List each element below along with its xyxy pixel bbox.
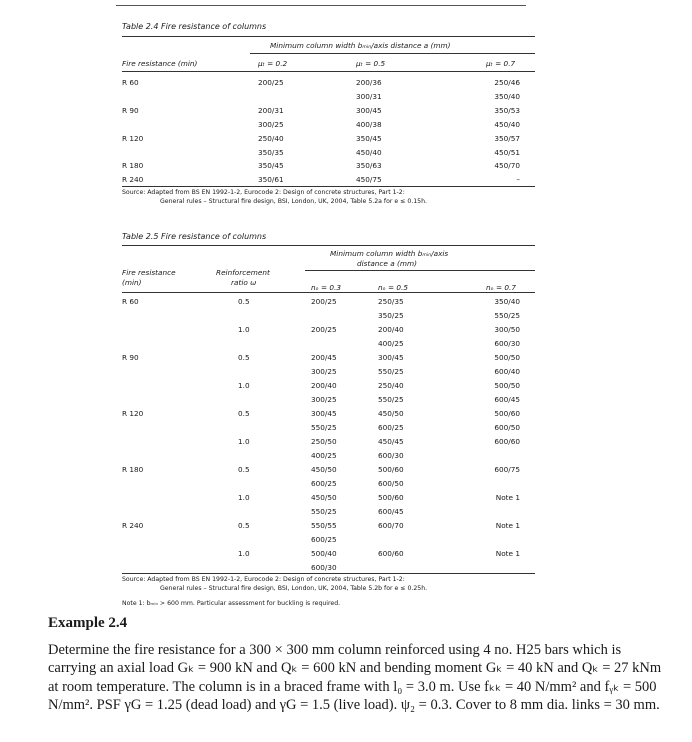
table-2-5-n-0-3-cell: 500/40 [311,549,337,558]
table-2-4-col-header: Fire resistance (min) [122,59,198,68]
table-2-4-fire-resistance-cell: R 90 [122,106,139,115]
table-2-5-n-0-7-cell: 600/75 [494,465,520,474]
table-2-4-group-rule [250,53,535,54]
table-2-5-n-0-7-cell: 600/45 [494,395,520,404]
table-2-4-mu-0-7-cell: 450/40 [494,120,520,129]
table-2-5-n-0-5-cell: 500/60 [378,465,404,474]
table-2-5-group-header-2: distance a (mm) [357,259,417,268]
table-2-5-n-0-3-cell: 550/25 [311,507,337,516]
table-2-5-ratio-cell: 0.5 [238,521,250,530]
table-2-5-n-0-5-cell: 500/60 [378,493,404,502]
table-2-5-n-0-5-cell: 350/25 [378,311,404,320]
table-2-5-top-rule [122,245,535,246]
table-2-5-ratio-cell: 0.5 [238,297,250,306]
table-2-4-mu-0-2-cell: 200/31 [258,106,284,115]
table-2-5-ratio-cell: 1.0 [238,381,250,390]
table-2-5-ratio-cell: 0.5 [238,465,250,474]
table-2-4-mu-0-2-cell: 350/61 [258,175,284,184]
table-2-5-n-0-7-cell: Note 1 [495,549,520,558]
table-2-5-ratio-cell: 0.5 [238,353,250,362]
table-2-5-n-0-3-cell: 550/55 [311,521,337,530]
table-2-5-n-0-3-cell: 300/25 [311,367,337,376]
table-2-4-source-line-2: General rules – Structural fire design, BSI, London, UK, 2004, Table 5.2a for e ≤ 0.15h. [160,198,427,205]
table-2-5-n-header-2: nₒ = 0.5 [378,283,408,292]
table-2-4-group-header: Minimum column width bₘᵢₙ/axis distance a (mm) [270,41,451,50]
table-2-5-group-rule [305,270,535,271]
table-2-5-n-0-3-cell: 450/50 [311,493,337,502]
table-2-5-n-0-7-cell: 600/40 [494,367,520,376]
table-2-5-col1-header-2: (min) [122,278,142,287]
table-2-5-n-0-3-cell: 550/25 [311,423,337,432]
table-2-5-n-header-1: nₒ = 0.3 [311,283,341,292]
table-2-5-n-0-5-cell: 200/40 [378,325,404,334]
table-2-5-n-0-3-cell: 200/25 [311,297,337,306]
table-2-5-n-0-5-cell: 600/25 [378,423,404,432]
table-2-4-mu-0-2-cell: 200/25 [258,78,284,87]
table-2-5-n-0-7-cell: 300/50 [494,325,520,334]
table-2-5-fire-resistance-cell: R 90 [122,353,139,362]
table-2-5-n-0-3-cell: 600/30 [311,563,337,572]
table-2-4-fire-resistance-cell: R 120 [122,134,144,143]
table-2-4-mu-0-7-cell: 450/70 [494,161,520,170]
table-2-5-ratio-cell: 1.0 [238,325,250,334]
table-2-4-top-rule [122,36,535,37]
table-2-4-header-rule [122,71,535,72]
table-2-5-n-0-5-cell: 600/50 [378,479,404,488]
table-2-5-n-0-7-cell: 600/60 [494,437,520,446]
table-2-5-n-0-3-cell: 200/25 [311,325,337,334]
table-2-5-n-0-3-cell: 400/25 [311,451,337,460]
table-2-4-mu-0-7-cell: 350/57 [494,134,520,143]
table-2-5-n-0-5-cell: 250/35 [378,297,404,306]
table-2-5-n-0-3-cell: 300/25 [311,395,337,404]
table-2-5-header-rule [122,292,535,293]
table-2-5-fire-resistance-cell: R 180 [122,465,144,474]
table-2-5-n-0-3-cell: 600/25 [311,479,337,488]
table-2-4-mu-header-1: μₜ = 0.2 [258,59,288,68]
table-2-4-mu-0-7-cell: 350/40 [494,92,520,101]
table-2-5-n-0-3-cell: 250/50 [311,437,337,446]
table-2-5-n-0-7-cell: 500/50 [494,353,520,362]
table-2-5-bottom-rule [122,573,535,574]
table-2-5-n-0-5-cell: 450/45 [378,437,404,446]
table-2-4-fire-resistance-cell: R 240 [122,175,144,184]
table-2-5-fire-resistance-cell: R 120 [122,409,144,418]
table-2-4-fire-resistance-cell: R 60 [122,78,139,87]
table-2-5-n-header-3: nₒ = 0.7 [486,283,516,292]
table-2-5-n-0-3-cell: 300/45 [311,409,337,418]
table-2-5-fire-resistance-cell: R 240 [122,521,144,530]
table-2-4-bottom-rule [122,186,535,187]
table-2-5-n-0-3-cell: 600/25 [311,535,337,544]
table-2-5-fire-resistance-cell: R 60 [122,297,139,306]
table-2-5-n-0-5-cell: 600/30 [378,451,404,460]
table-2-4-mu-0-5-cell: 300/45 [356,106,382,115]
table-2-5-note: Note 1: bₘᵢₙ > 600 mm. Particular assessment for buckling is required. [122,600,341,607]
table-2-5-source-line-1: Source: Adapted from BS EN 1992-1-2, Eurocode 2: Design of concrete structures, Part 1-2: [122,576,405,583]
table-2-4-mu-0-2-cell: 250/40 [258,134,284,143]
table-2-5-caption: Table 2.5 Fire resistance of columns [122,232,267,241]
table-2-5-n-0-5-cell: 400/25 [378,339,404,348]
table-2-4-mu-0-5-cell: 450/75 [356,175,382,184]
table-2-5-ratio-cell: 0.5 [238,409,250,418]
table-2-5-n-0-7-cell: 600/50 [494,423,520,432]
table-2-5-n-0-5-cell: 300/45 [378,353,404,362]
table-2-4-mu-0-7-cell: – [516,175,520,184]
table-2-5-col1-header-1: Fire resistance [122,268,176,277]
table-2-4-mu-0-5-cell: 450/40 [356,148,382,157]
table-2-5-n-0-5-cell: 600/45 [378,507,404,516]
table-2-5-ratio-cell: 1.0 [238,437,250,446]
table-2-5-n-0-3-cell: 200/45 [311,353,337,362]
table-2-4-mu-header-2: μₜ = 0.5 [356,59,386,68]
table-2-4-mu-0-5-cell: 300/31 [356,92,382,101]
table-2-5-n-0-3-cell: 200/40 [311,381,337,390]
table-2-4-mu-0-5-cell: 350/63 [356,161,382,170]
table-2-5-n-0-5-cell: 250/40 [378,381,404,390]
table-2-5-n-0-7-cell: Note 1 [495,521,520,530]
table-2-4-mu-0-2-cell: 300/25 [258,120,284,129]
table-2-5-ratio-cell: 1.0 [238,549,250,558]
table-2-4-mu-0-2-cell: 350/45 [258,161,284,170]
table-2-5-n-0-7-cell: Note 1 [495,493,520,502]
table-2-5-n-0-5-cell: 550/25 [378,395,404,404]
table-2-5-n-0-7-cell: 600/30 [494,339,520,348]
table-2-4-mu-0-7-cell: 250/46 [494,78,520,87]
table-2-4-mu-0-5-cell: 200/36 [356,78,382,87]
table-2-5-col2-header-2: ratio ω [231,278,257,287]
top-rule [116,5,526,6]
table-2-5-n-0-7-cell: 500/50 [494,381,520,390]
table-2-4-mu-0-7-cell: 450/51 [494,148,520,157]
table-2-5-col2-header-1: Reinforcement [216,268,270,277]
table-2-5-ratio-cell: 1.0 [238,493,250,502]
table-2-4-mu-0-5-cell: 350/45 [356,134,382,143]
example-heading: Example 2.4 [48,615,128,631]
table-2-5-n-0-5-cell: 600/60 [378,549,404,558]
table-2-5-n-0-7-cell: 350/40 [494,297,520,306]
example-body: Determine the fire resistance for a 300 × 300 mm column reinforced using 4 no. H25 bars which is carrying an axial load Gₖ = 900 kN and Qₖ = 600 kN and bending moment Gₖ = 40 kN and Qₖ = 27 kNm at room temperature. The column is in a braced frame with l₀ = 3.0 m. Use fₖₖ = 40 N/mm² and fᵧₖ = 500 N/mm². PSF γG = 1.25 (dead load) and γG = 1.5 (live load). ψ₂ = 0.3. Cover to 8 mm dia. links = 30 mm. [48,642,662,713]
table-2-5-n-0-3-cell: 450/50 [311,465,337,474]
table-2-4-source-line-1: Source: Adapted from BS EN 1992-1-2, Eurocode 2: Design of concrete structures, Part 1-2: [122,189,405,196]
table-2-5-group-header-1: Minimum column width bₘᵢₙ/axis [330,249,449,258]
table-2-4-mu-header-3: μₜ = 0.7 [486,59,516,68]
table-2-5-source-line-2: General rules – Structural fire design, BSI, London, UK, 2004, Table 5.2b for e ≤ 0.25h. [160,585,428,592]
table-2-4-fire-resistance-cell: R 180 [122,161,144,170]
table-2-4-mu-0-5-cell: 400/38 [356,120,382,129]
table-2-4-mu-0-2-cell: 350/35 [258,148,284,157]
table-2-5-n-0-7-cell: 550/25 [494,311,520,320]
table-2-4-mu-0-7-cell: 350/53 [494,106,520,115]
table-2-4-caption: Table 2.4 Fire resistance of columns [122,22,267,31]
table-2-5-n-0-5-cell: 600/70 [378,521,404,530]
table-2-5-n-0-5-cell: 450/50 [378,409,404,418]
table-2-5-n-0-5-cell: 550/25 [378,367,404,376]
table-2-5-n-0-7-cell: 500/60 [494,409,520,418]
